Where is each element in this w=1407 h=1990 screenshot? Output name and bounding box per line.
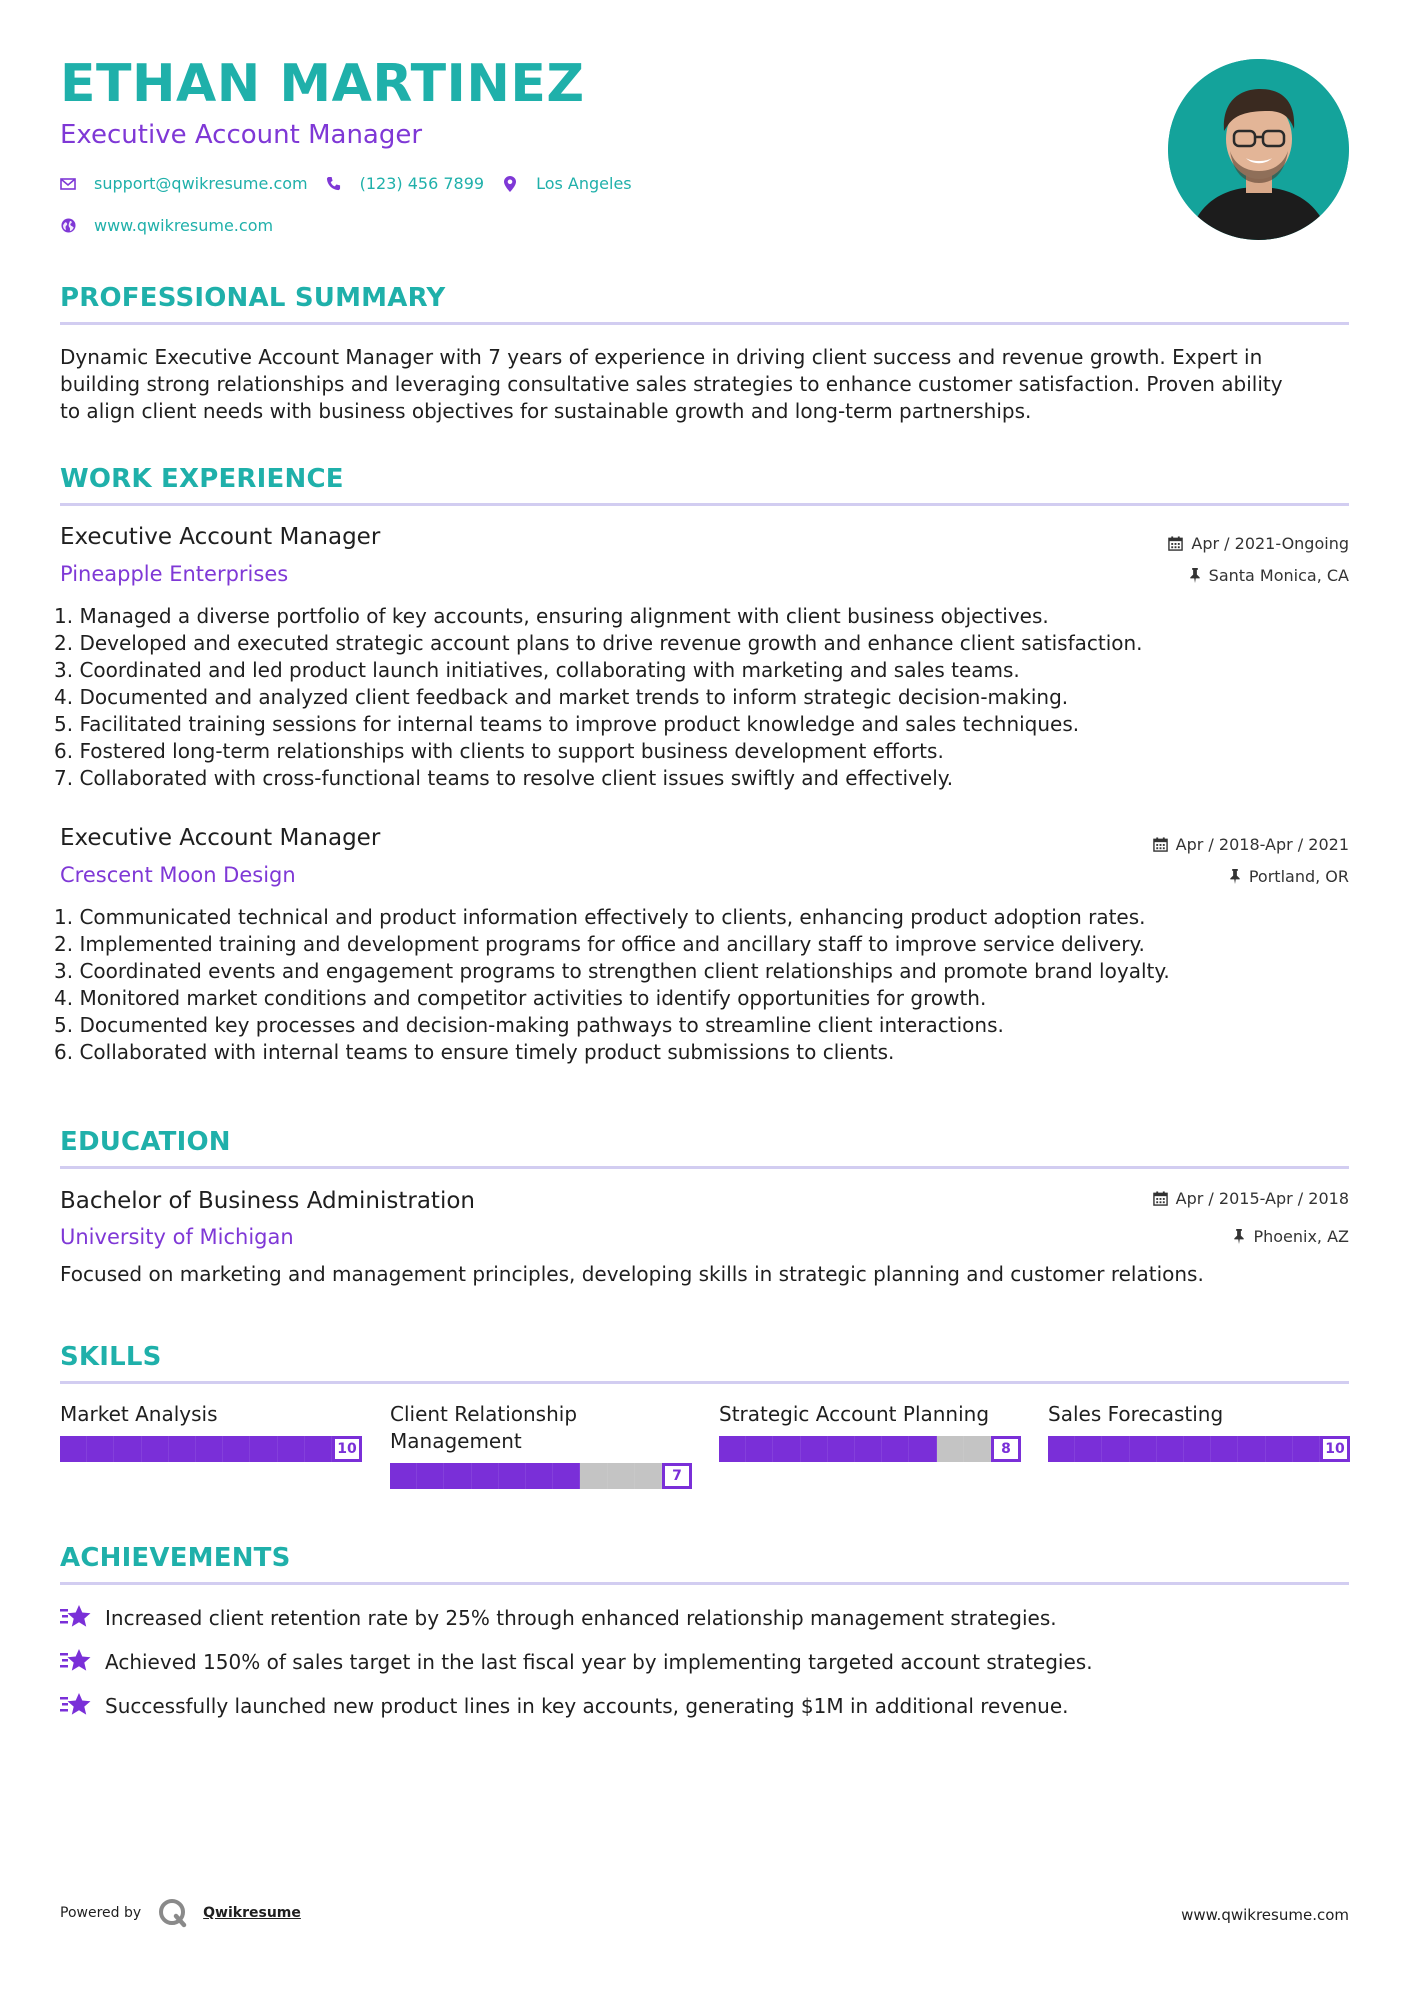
- section-divider: [60, 322, 1349, 325]
- skill-bar-segment: [1266, 1436, 1293, 1462]
- bullet-item: 2. Implemented training and development programs for office and ancillary staff to improve service delivery.: [54, 932, 1145, 956]
- job-dates: [1153, 835, 1349, 854]
- skill-bar-segment: [635, 1463, 662, 1489]
- map-pin-icon: [502, 176, 518, 192]
- skill-bar-segment: [1048, 1436, 1075, 1462]
- candidate-name: ETHAN MARTINEZ: [60, 54, 585, 114]
- job-dates: [1168, 534, 1349, 553]
- achievement-text: Achieved 150% of sales target in the last fiscal year by implementing targeted account strategies.: [105, 1650, 1093, 1674]
- skill-bar-segment: [882, 1436, 909, 1462]
- skill-bar-segment: [526, 1463, 553, 1489]
- skill-item: [390, 1401, 692, 1491]
- job-bullets: [54, 603, 1344, 792]
- skill-name: Market Analysis: [60, 1402, 218, 1426]
- skill-bar: [719, 1434, 1021, 1464]
- skill-bar-segment: [553, 1463, 580, 1489]
- calendar-icon: [1153, 837, 1168, 852]
- skill-name: Strategic Account Planning: [719, 1402, 990, 1426]
- skill-bar-segment: [1102, 1436, 1129, 1462]
- skill-bar-segment: [417, 1463, 444, 1489]
- skill-bar-segment: [828, 1436, 855, 1462]
- skill-bar-segment: [719, 1436, 746, 1462]
- skill-name: Client Relationship Management: [390, 1402, 578, 1453]
- calendar-icon: [1168, 536, 1183, 551]
- skill-level-badge: 10: [332, 1436, 362, 1462]
- skill-bar: [390, 1461, 692, 1491]
- pin-icon: [1189, 568, 1201, 583]
- brand-link[interactable]: Qwikresume: [203, 1905, 301, 1921]
- summary-heading: PROFESSIONAL SUMMARY: [60, 283, 446, 313]
- skill-bar-segment: [909, 1436, 936, 1462]
- skill-bar-segment: [1184, 1436, 1211, 1462]
- skill-bar-segment: [855, 1436, 882, 1462]
- skill-bar-segment: [964, 1436, 991, 1462]
- achievement-text: Successfully launched new product lines in key accounts, generating $1M in additional revenue.: [105, 1694, 1069, 1718]
- website-link[interactable]: www.qwikresume.com: [94, 216, 274, 235]
- skill-bar-segment: [1130, 1436, 1157, 1462]
- location-text: Santa Monica, CA: [1208, 566, 1349, 585]
- achievement-item: [60, 1647, 1093, 1677]
- skill-bar-segment: [223, 1436, 250, 1462]
- footer-url[interactable]: www.qwikresume.com: [1181, 1906, 1349, 1924]
- skill-bar-segment: [801, 1436, 828, 1462]
- website-row: [60, 216, 291, 235]
- achievements-heading: ACHIEVEMENTS: [60, 1543, 291, 1573]
- skill-bar-segment: [250, 1436, 277, 1462]
- skill-bar-segment: [937, 1436, 964, 1462]
- footer-branding: [60, 1897, 301, 1929]
- calendar-icon: [1153, 1191, 1168, 1206]
- company-name: Pineapple Enterprises: [60, 562, 289, 586]
- bullet-item: 3. Coordinated and led product launch initiatives, collaborating with marketing and sales teams.: [54, 658, 1020, 682]
- bullet-item: 7. Collaborated with cross-functional teams to resolve client issues swiftly and effectively.: [54, 766, 954, 790]
- bullet-item: 5. Documented key processes and decision-making pathways to streamline client interactions.: [54, 1013, 1004, 1037]
- date-text: Apr / 2015-Apr / 2018: [1175, 1189, 1349, 1208]
- achievement-item: [60, 1691, 1069, 1721]
- skill-level-badge: 8: [991, 1436, 1021, 1462]
- date-text: Apr / 2021-Ongoing: [1191, 534, 1349, 553]
- job-title: Executive Account Manager: [60, 524, 381, 550]
- star-icon: [60, 1647, 92, 1677]
- section-divider: [60, 1582, 1349, 1585]
- section-divider: [60, 1166, 1349, 1169]
- bullet-item: 2. Developed and executed strategic account plans to drive revenue growth and enhance client satisfaction.: [54, 631, 1143, 655]
- star-icon: [60, 1603, 92, 1633]
- skill-bar-segment: [773, 1436, 800, 1462]
- job-title: Executive Account Manager: [60, 825, 381, 851]
- pin-icon: [1233, 1229, 1245, 1244]
- bullet-item: 1. Managed a diverse portfolio of key accounts, ensuring alignment with client business objectives.: [54, 604, 1049, 628]
- profile-photo: [1168, 59, 1349, 240]
- globe-icon: [60, 218, 76, 234]
- education-location: [1233, 1227, 1349, 1246]
- summary-line: Dynamic Executive Account Manager with 7 years of experience in driving client success and revenue growth. Expert in: [60, 345, 1263, 369]
- qwikresume-logo-icon: [157, 1897, 189, 1929]
- location-text: Phoenix, AZ: [1253, 1227, 1349, 1246]
- skills-heading: SKILLS: [60, 1342, 162, 1372]
- achievement-item: [60, 1603, 1057, 1633]
- skill-item: [719, 1401, 1021, 1464]
- skill-bar-track: [719, 1436, 991, 1462]
- skill-bar-segment: [1238, 1436, 1265, 1462]
- date-text: Apr / 2018-Apr / 2021: [1175, 835, 1349, 854]
- skill-item: [1048, 1401, 1350, 1464]
- skill-bar-segment: [1293, 1436, 1320, 1462]
- education-dates: [1153, 1189, 1349, 1208]
- star-icon: [60, 1691, 92, 1721]
- skill-bar-segment: [1211, 1436, 1238, 1462]
- summary-text: [60, 344, 1350, 425]
- skill-bar-segment: [746, 1436, 773, 1462]
- job-location: [1229, 867, 1349, 886]
- skill-bar: [60, 1434, 362, 1464]
- skill-bar-segment: [278, 1436, 305, 1462]
- skill-level-badge: 7: [662, 1463, 692, 1489]
- contact-row: [60, 174, 650, 193]
- bullet-item: 4. Documented and analyzed client feedback and market trends to inform strategic decision-making.: [54, 685, 1069, 709]
- section-divider: [60, 1381, 1349, 1384]
- skill-bar: [1048, 1434, 1350, 1464]
- degree-title: Bachelor of Business Administration: [60, 1188, 475, 1214]
- email-link[interactable]: support@qwikresume.com: [94, 174, 308, 193]
- skill-bar-track: [390, 1463, 662, 1489]
- education-description: Focused on marketing and management principles, developing skills in strategic planning and customer relations.: [60, 1262, 1204, 1286]
- pin-icon: [1229, 869, 1241, 884]
- skill-bar-segment: [390, 1463, 417, 1489]
- phone-icon: [326, 176, 342, 192]
- skill-item: [60, 1401, 362, 1464]
- skill-bar-segment: [87, 1436, 114, 1462]
- bullet-item: 1. Communicated technical and product information effectively to clients, enhancing product adoption rates.: [54, 905, 1146, 929]
- skill-bar-segment: [196, 1436, 223, 1462]
- skill-bar-segment: [114, 1436, 141, 1462]
- job-location: [1189, 566, 1349, 585]
- phone-text[interactable]: (123) 456 7899: [359, 174, 485, 193]
- skill-bar-segment: [1157, 1436, 1184, 1462]
- job-bullets: [54, 904, 1344, 1066]
- skill-bar-segment: [499, 1463, 526, 1489]
- school-name: University of Michigan: [60, 1225, 294, 1249]
- skill-bar-segment: [472, 1463, 499, 1489]
- summary-line: building strong relationships and leveraging consultative sales strategies to enhance customer satisfaction. Proven ability: [60, 372, 1283, 396]
- section-divider: [60, 503, 1349, 506]
- skill-bar-segment: [1075, 1436, 1102, 1462]
- skill-bar-segment: [169, 1436, 196, 1462]
- bullet-item: 6. Fostered long-term relationships with clients to support business development efforts.: [54, 739, 944, 763]
- company-name: Crescent Moon Design: [60, 863, 296, 887]
- skill-bar-track: [60, 1436, 332, 1462]
- location-text: Los Angeles: [536, 174, 632, 193]
- envelope-icon: [60, 176, 76, 192]
- skill-bar-track: [1048, 1436, 1320, 1462]
- skill-bar-segment: [608, 1463, 635, 1489]
- experience-heading: WORK EXPERIENCE: [60, 464, 344, 494]
- skill-bar-segment: [580, 1463, 607, 1489]
- education-heading: EDUCATION: [60, 1127, 231, 1157]
- bullet-item: 5. Facilitated training sessions for internal teams to improve product knowledge and sales techniques.: [54, 712, 1080, 736]
- bullet-item: 3. Coordinated events and engagement programs to strengthen client relationships and promote brand loyalty.: [54, 959, 1170, 983]
- skill-bar-segment: [444, 1463, 471, 1489]
- skill-bar-segment: [142, 1436, 169, 1462]
- skill-level-badge: 10: [1320, 1436, 1350, 1462]
- summary-line: to align client needs with business objectives for sustainable growth and long-term partnerships.: [60, 399, 1032, 423]
- location-text: Portland, OR: [1248, 867, 1349, 886]
- bullet-item: 6. Collaborated with internal teams to ensure timely product submissions to clients.: [54, 1040, 895, 1064]
- bullet-item: 4. Monitored market conditions and competitor activities to identify opportunities for growth.: [54, 986, 987, 1010]
- achievement-text: Increased client retention rate by 25% through enhanced relationship management strategies.: [105, 1606, 1057, 1630]
- skill-name: Sales Forecasting: [1048, 1402, 1224, 1426]
- candidate-title: Executive Account Manager: [60, 120, 423, 150]
- skill-bar-segment: [60, 1436, 87, 1462]
- powered-by-text: Powered by: [60, 1905, 142, 1921]
- skill-bar-segment: [305, 1436, 332, 1462]
